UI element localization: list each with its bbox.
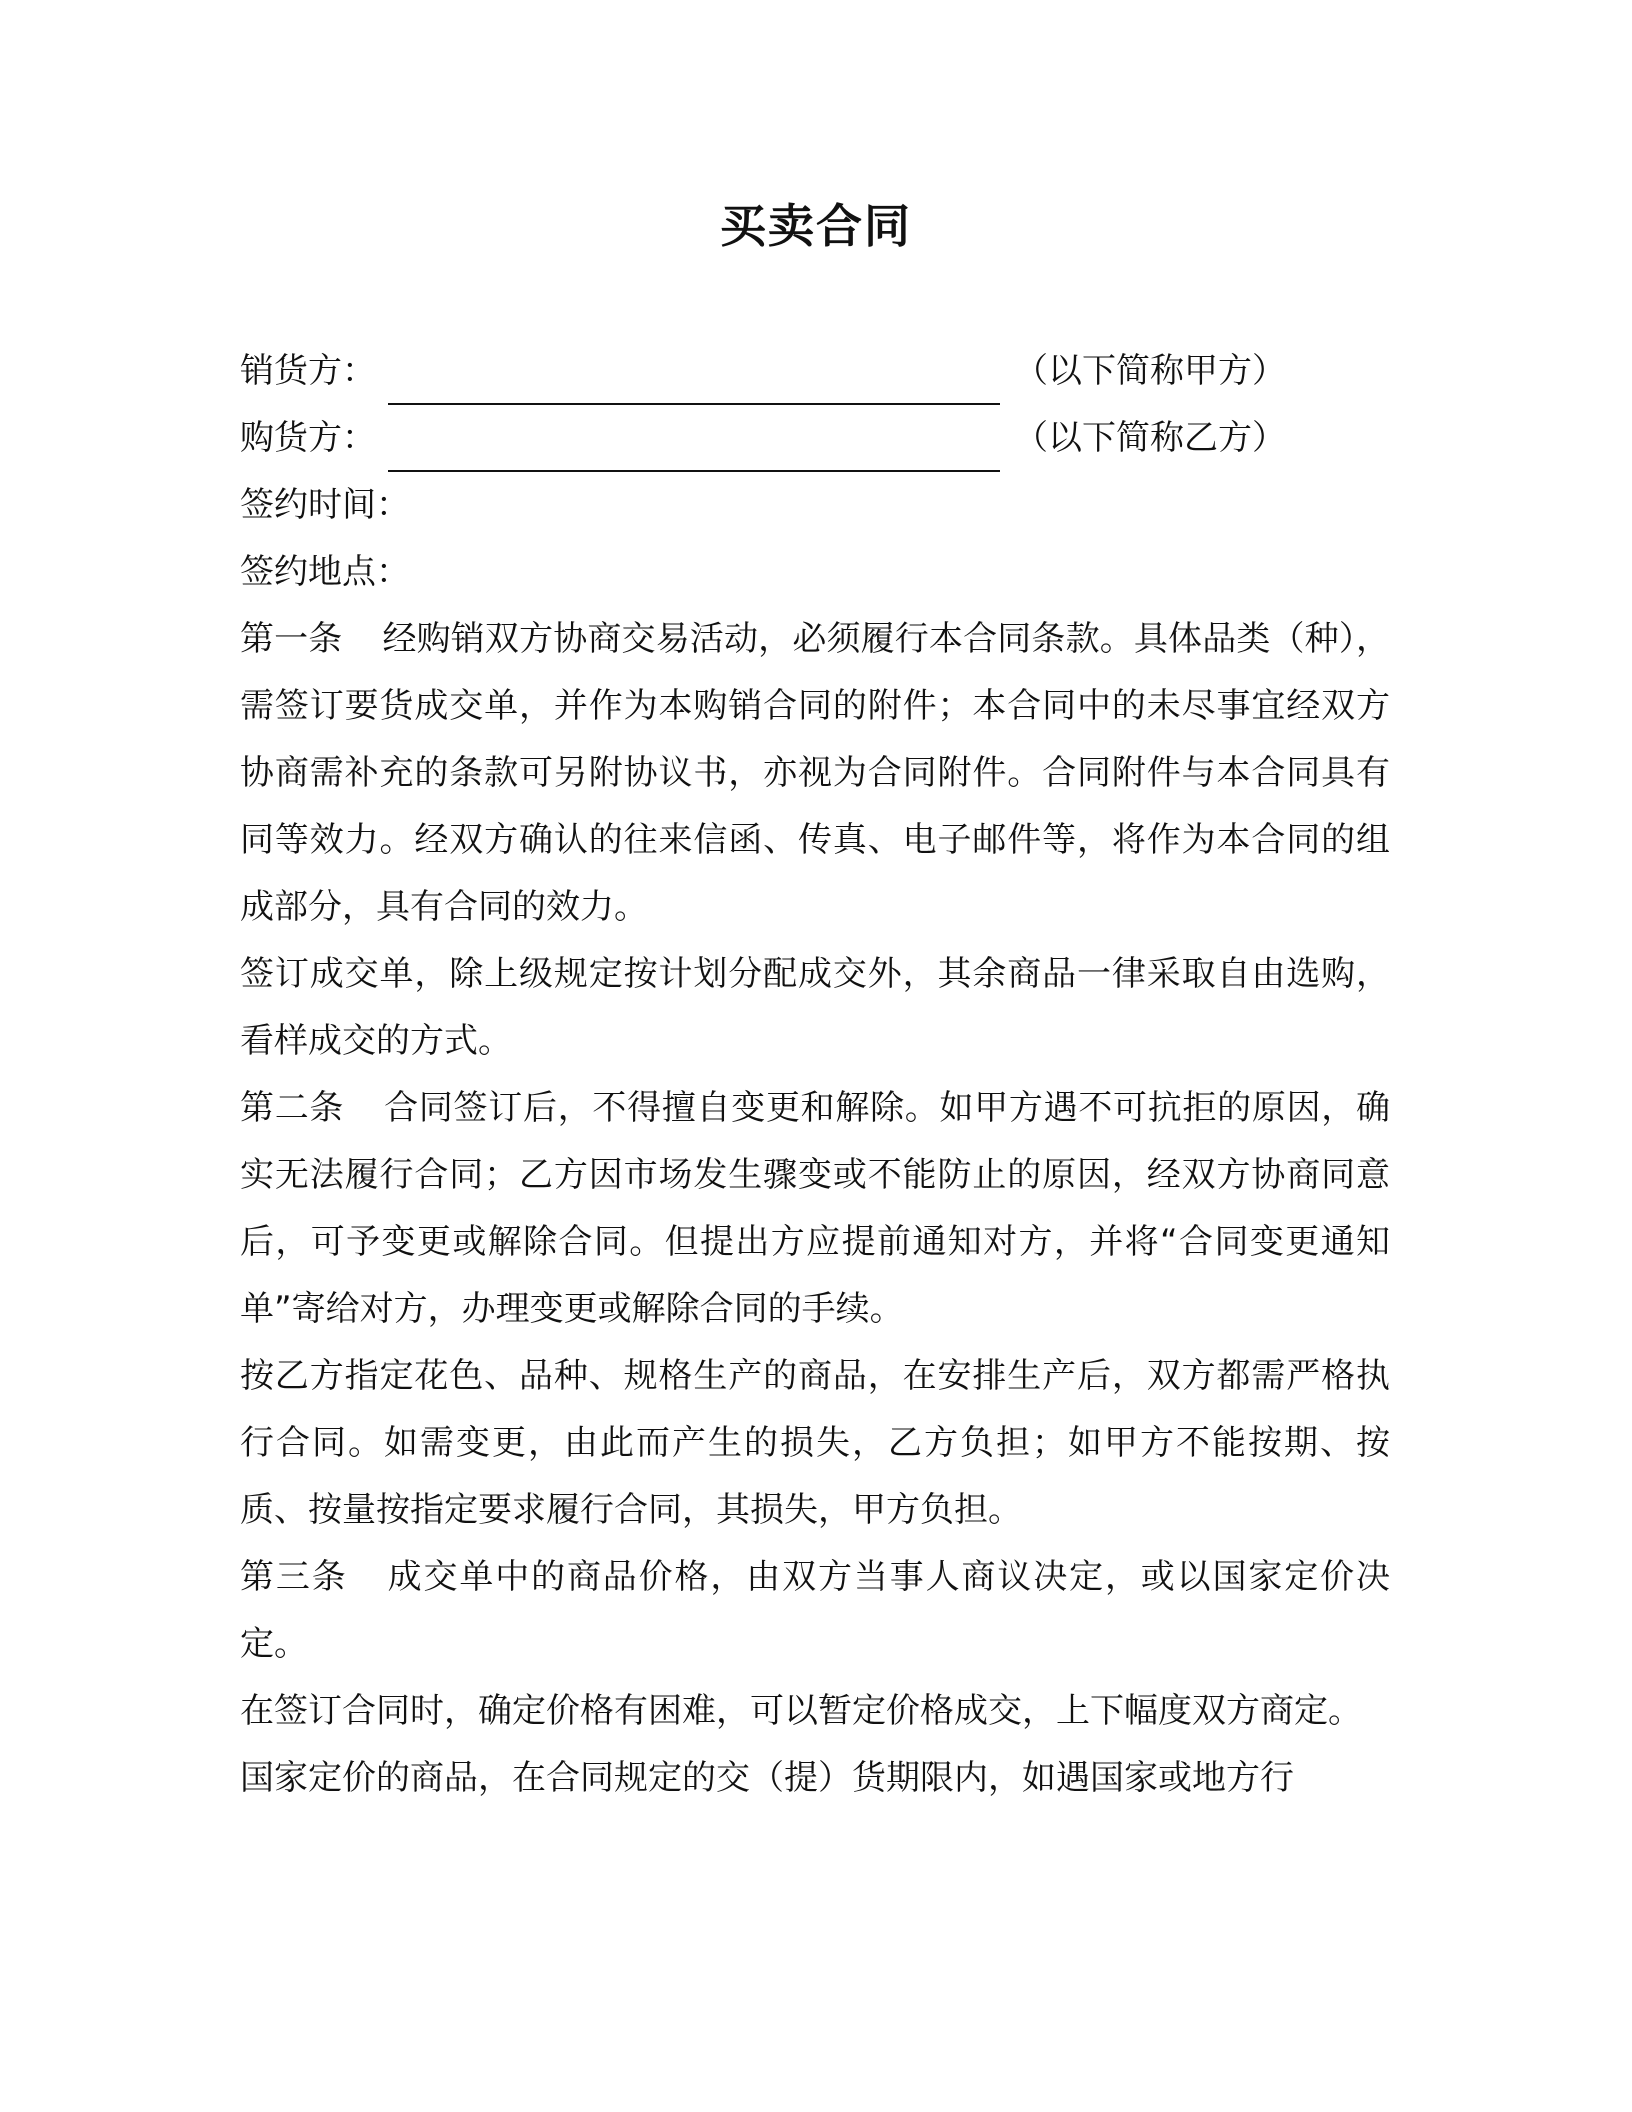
article-1-paragraph-2: 签订成交单，除上级规定按计划分配成交外，其余商品一律采取自由选购，看样成交的方式。 bbox=[240, 954, 1390, 1061]
article-1-paragraph bbox=[240, 606, 1390, 941]
article-2-text: 合同签订后，不得擅自变更和解除。如甲方遇不可抗拒的原因，确实无法履行合同；乙方因市场发生骤变或不能防止的原因，经双方协商同意后，可予变更或解除合同。但提出方应提前通知对方，并将“合同变更通知单”寄给对方，办理变更或解除合同的手续。 bbox=[240, 1088, 1391, 1329]
buyer-label: 购货方： bbox=[240, 418, 376, 458]
seller-line bbox=[240, 338, 1390, 405]
article-2-label: 第二条 bbox=[240, 1088, 345, 1128]
article-3-label: 第三条 bbox=[240, 1557, 348, 1597]
article-2-paragraph bbox=[240, 1075, 1390, 1343]
sign-place-label: 签约地点： bbox=[240, 552, 410, 592]
article-3-paragraph-3: 国家定价的商品，在合同规定的交（提）货期限内，如遇国家或地方行 bbox=[240, 1758, 1294, 1798]
buyer-note: （以下简称乙方） bbox=[1014, 418, 1286, 458]
sign-time-label: 签约时间： bbox=[240, 485, 410, 525]
article-3-text: 成交单中的商品价格，由双方当事人商议决定，或以国家定价决定。 bbox=[240, 1557, 1391, 1664]
document-body bbox=[240, 338, 1390, 1812]
seller-note: （以下简称甲方） bbox=[1014, 351, 1286, 391]
article-2-paragraph-2: 按乙方指定花色、品种、规格生产的商品，在安排生产后，双方都需严格执行合同。如需变更，由此而产生的损失，乙方负担；如甲方不能按期、按质、按量按指定要求履行合同，其损失，甲方负担。 bbox=[240, 1356, 1390, 1530]
article-3-paragraph bbox=[240, 1544, 1390, 1678]
article-1-label: 第一条 bbox=[240, 619, 343, 659]
buyer-blank-field[interactable] bbox=[388, 418, 1000, 472]
sign-time-line bbox=[240, 472, 1390, 539]
buyer-line bbox=[240, 405, 1390, 472]
seller-label: 销货方： bbox=[240, 351, 376, 391]
article-1-text: 经购销双方协商交易活动，必须履行本合同条款。具体品类（种），需签订要货成交单，并作为本购销合同的附件；本合同中的未尽事宜经双方协商需补充的条款可另附协议书，亦视为合同附件。合同附件与本合同具有同等效力。经双方确认的往来信函、传真、电子邮件等，将作为本合同的组成部分，具有合同的效力。 bbox=[240, 619, 1390, 927]
article-3-paragraph-2: 在签订合同时，确定价格有困难，可以暂定价格成交，上下幅度双方商定。 bbox=[240, 1691, 1362, 1731]
sign-place-line bbox=[240, 539, 1390, 606]
seller-blank-field[interactable] bbox=[388, 351, 1000, 405]
document-title: 买卖合同 bbox=[720, 199, 912, 253]
